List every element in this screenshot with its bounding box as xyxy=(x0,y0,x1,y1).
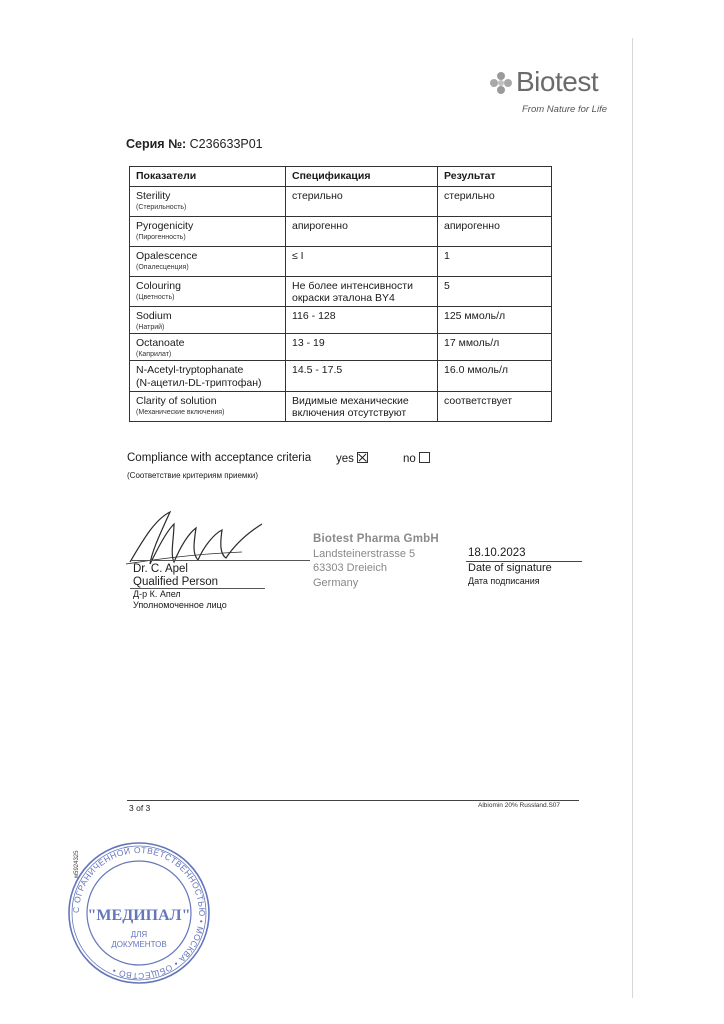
table-row xyxy=(130,277,552,307)
row-parameter xyxy=(130,217,286,247)
row-parameter xyxy=(130,187,286,217)
row-parameter xyxy=(130,334,286,361)
signer-name-ru: Д-р К. Апел xyxy=(133,589,181,599)
company-city: 63303 Dreieich xyxy=(313,562,387,574)
row-result: апирогенно xyxy=(438,217,552,247)
spec-table xyxy=(129,166,552,422)
series-label: Серия №: xyxy=(126,137,187,151)
date-label: Date of signature xyxy=(468,562,552,574)
date-label-ru: Дата подписания xyxy=(468,576,540,586)
table-row xyxy=(130,392,552,422)
company-country: Germany xyxy=(313,576,359,589)
row-result: 16.0 ммоль/л xyxy=(438,361,552,392)
scan-edge-line xyxy=(632,38,633,998)
signer-title-ru: Уполномоченное лицо xyxy=(133,600,227,610)
compliance-yes xyxy=(336,452,368,465)
parameter-name-ru: (Натрий) xyxy=(136,324,165,331)
side-code: ᴍ5924325 xyxy=(74,850,80,878)
footer-line xyxy=(127,800,579,801)
parameter-name-ru: (Пирогенность) xyxy=(136,234,186,241)
parameter-name-ru: (Каприлат) xyxy=(136,351,172,358)
company-street: Landsteinerstrasse 5 xyxy=(313,547,416,560)
yes-label: yes xyxy=(336,453,354,465)
row-result: 5 xyxy=(438,277,552,307)
table-row xyxy=(130,247,552,277)
parameter-name-ru: (Механические включения) xyxy=(136,409,225,416)
row-result: соответствует xyxy=(438,392,552,422)
row-spec: стерильно xyxy=(286,187,438,217)
handwritten-signature xyxy=(122,502,282,572)
row-spec: ≤ I xyxy=(286,247,438,277)
parameter-name: Sterility xyxy=(136,190,171,202)
table-row xyxy=(130,307,552,334)
parameter-name-ru: (Цветность) xyxy=(136,294,175,301)
parameter-name-ru: (Стерильность) xyxy=(136,204,187,211)
row-result: 1 xyxy=(438,247,552,277)
svg-text:С ОГРАНИЧЕННОЙ ОТВЕТСТВЕННОСТЬ: С ОГРАНИЧЕННОЙ ОТВЕТСТВЕННОСТЬЮ • МОСКВА • ОБЩЕСТВО • xyxy=(70,844,208,982)
signer-name: Dr. C. Apel xyxy=(133,563,188,575)
brand-tagline: From Nature for Life xyxy=(522,104,607,115)
header-specification: Спецификация xyxy=(286,167,438,187)
stamp-line2: ДОКУМЕНТОВ xyxy=(111,940,167,949)
yes-checkbox[interactable] xyxy=(357,452,368,463)
table-row xyxy=(130,334,552,361)
parameter-name: Clarity of solution xyxy=(136,395,217,407)
row-spec: 13 - 19 xyxy=(286,334,438,361)
series-value: C236633P01 xyxy=(189,137,263,151)
row-result: 125 ммоль/л xyxy=(438,307,552,334)
table-row xyxy=(130,217,552,247)
date-labels xyxy=(468,562,552,588)
table-row xyxy=(130,187,552,217)
row-parameter xyxy=(130,277,286,307)
row-parameter xyxy=(130,247,286,277)
no-checkbox[interactable] xyxy=(419,452,430,463)
series-number xyxy=(126,137,263,151)
signer-block-ru xyxy=(133,589,227,611)
row-result: стерильно xyxy=(438,187,552,217)
row-result: 17 ммоль/л xyxy=(438,334,552,361)
row-parameter xyxy=(130,392,286,422)
parameter-name: N-Acetyl-tryptophanate xyxy=(136,364,244,376)
parameter-name: Opalescence xyxy=(136,250,198,262)
parameter-name-ru: (Опалесценция) xyxy=(136,264,189,271)
parameter-name: Pyrogenicity xyxy=(136,220,194,232)
parameter-name: Octanoate xyxy=(136,337,185,349)
row-parameter xyxy=(130,361,286,392)
stamp-main-text: "МЕДИПАЛ" xyxy=(87,907,191,924)
biotest-logo-icon xyxy=(488,70,514,96)
parameter-name: Sodium xyxy=(136,310,172,322)
document-code: Albiomin 20% Russland.S07 xyxy=(478,802,561,809)
parameter-name-ru: (N-ацетил-DL-триптофан) xyxy=(136,377,262,389)
signer-block xyxy=(133,563,218,589)
row-spec: Видимые механические включения отсутствуют xyxy=(286,392,438,422)
no-label: no xyxy=(403,453,416,465)
signature-line xyxy=(130,560,310,561)
signature-date: 18.10.2023 xyxy=(468,547,526,559)
company-name: Biotest Pharma GmbH xyxy=(313,533,439,545)
company-stamp xyxy=(64,838,214,988)
row-spec: 14.5 - 17.5 xyxy=(286,361,438,392)
row-parameter xyxy=(130,307,286,334)
page-number: 3 of 3 xyxy=(129,803,151,813)
compliance-label-ru: (Соответствие критериям приемки) xyxy=(127,471,259,480)
compliance-no xyxy=(403,452,430,465)
parameter-name: Colouring xyxy=(136,280,181,292)
row-spec: 116 - 128 xyxy=(286,307,438,334)
table-header-row xyxy=(130,167,552,187)
header-parameter: Показатели xyxy=(130,167,286,187)
biotest-logo xyxy=(488,66,618,120)
brand-name: Biotest xyxy=(516,66,599,97)
stamp-line1: ДЛЯ xyxy=(130,930,148,939)
check-mark-icon xyxy=(358,453,367,462)
row-spec: Не более интенсивности окраски эталона BY4 xyxy=(286,277,438,307)
header-result: Результат xyxy=(438,167,552,187)
row-spec: апирогенно xyxy=(286,217,438,247)
company-address xyxy=(313,532,439,590)
compliance-label: Compliance with acceptance criteria xyxy=(127,452,312,464)
table-row xyxy=(130,361,552,392)
signer-title: Qualified Person xyxy=(133,576,219,588)
